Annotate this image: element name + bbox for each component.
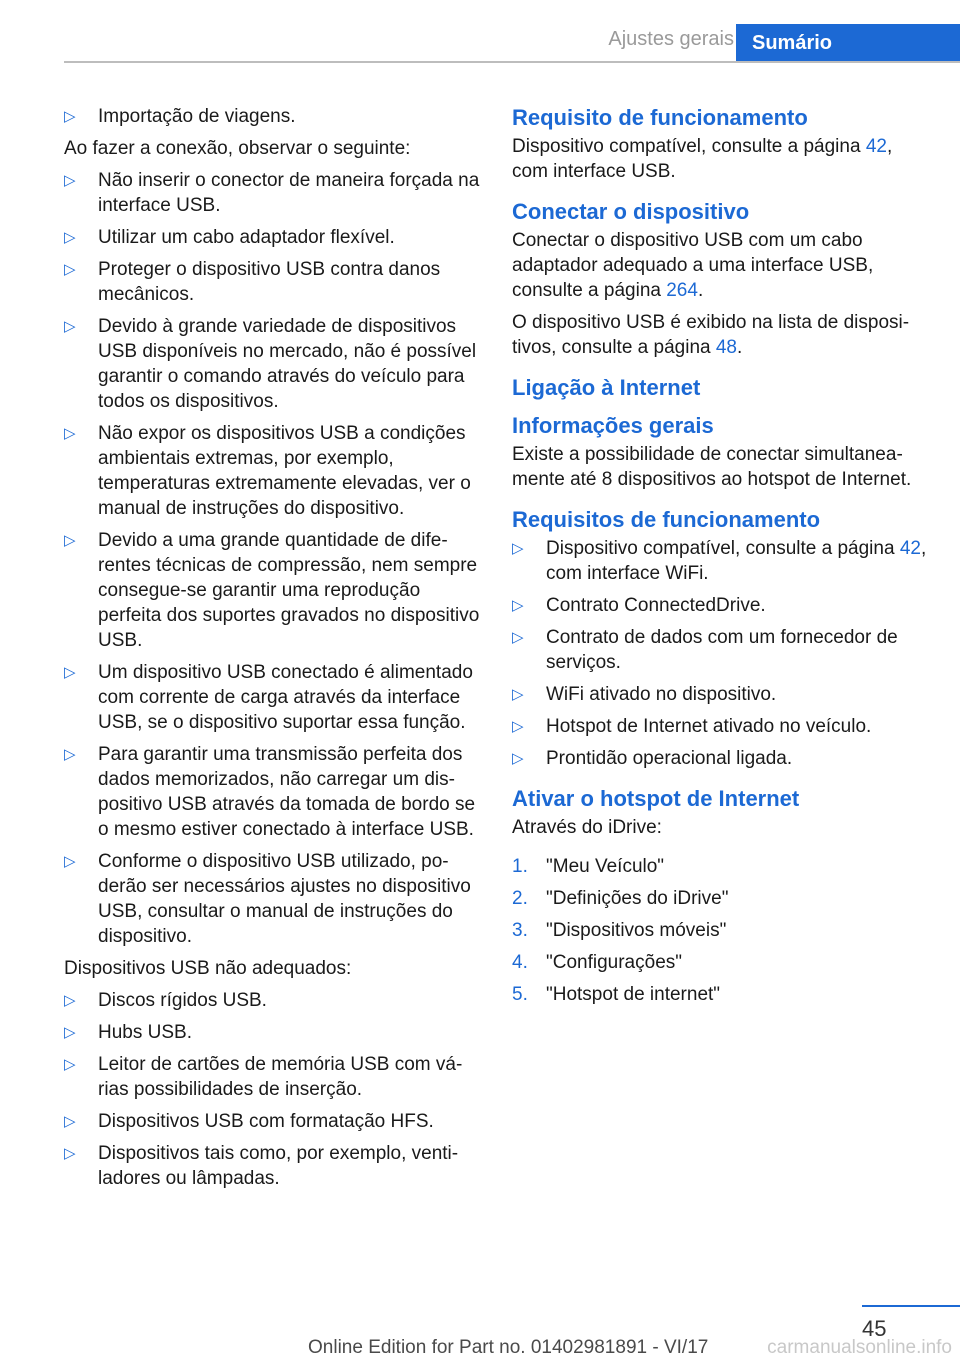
step-number: 1. (512, 856, 528, 877)
paragraph: Dispositivo compatível, consulte a página 42, com interface USB. (512, 136, 893, 182)
step-number: 4. (512, 952, 528, 973)
triangle-bullet-icon: ▷ (64, 992, 76, 1009)
paragraph: Através do iDrive: (512, 817, 662, 838)
triangle-bullet-icon: ▷ (512, 750, 524, 767)
page-link[interactable]: 42 (899, 538, 921, 559)
section-heading: Conectar o dispositivo (512, 199, 750, 224)
section-heading: Requisito de funcionamento (512, 105, 808, 130)
chapter-heading: Ligação à Internet (512, 375, 701, 400)
triangle-bullet-icon: ▷ (64, 1056, 76, 1073)
list-item: 2. "Definições do iDrive" (512, 888, 729, 909)
list-item: ▷ Leitor de cartões de memória USB com várias possibilidades de inserção. (64, 1054, 463, 1100)
edition-note: Online Edition for Part no. 01402981891 - VI/17 (308, 1337, 709, 1358)
triangle-bullet-icon: ▷ (64, 318, 76, 335)
list-item: ▷ Um dispositivo USB conectado é alimentado com corrente de carga através da interface USB, se o dispositivo suportar essa função. (64, 662, 473, 733)
section-heading: Requisitos de funcionamento (512, 507, 821, 532)
list-item: ▷ Para garantir uma transmissão perfeita dos dados memorizados, não carregar um dispositivo USB através da tomada de bordo se o mesmo estiver conectado à interface USB. (64, 744, 476, 840)
list-item: 1. "Meu Veículo" (512, 856, 665, 877)
section-heading: Ativar o hotspot de Internet (512, 786, 800, 811)
step-number: 5. (512, 984, 528, 1005)
list-item: ▷ Não expor os dispositivos USB a condições ambientais extremas, por exemplo, temperaturas extremamente elevadas, ver o manual de instruções do dispositivo. (64, 423, 471, 519)
section-heading: Informações gerais (512, 413, 714, 438)
step-number: 2. (512, 888, 528, 909)
paragraph: Existe a possibilidade de conectar simultaneamente até 8 dispositivos ao hotspot de Internet. (512, 444, 912, 490)
triangle-bullet-icon: ▷ (64, 261, 76, 278)
bullet-list (64, 104, 480, 129)
header-rule (64, 61, 960, 63)
triangle-bullet-icon: ▷ (64, 746, 76, 763)
bullet-list (512, 536, 928, 771)
triangle-bullet-icon: ▷ (64, 108, 76, 125)
triangle-bullet-icon: ▷ (64, 1113, 76, 1130)
list-item: ▷ Contrato de dados com um fornecedor de serviços. (512, 627, 898, 673)
watermark: carmanualsonline.info (767, 1337, 952, 1358)
list-item: ▷ Utilizar um cabo adaptador flexível. (64, 227, 395, 248)
triangle-bullet-icon: ▷ (64, 532, 76, 549)
triangle-bullet-icon: ▷ (64, 853, 76, 870)
left-column (64, 104, 480, 1198)
paragraph: Ao fazer a conexão, observar o seguinte: (64, 138, 411, 159)
list-item: ▷ Não inserir o conector de maneira forçada na interface USB. (64, 170, 480, 216)
list-item: ▷ Proteger o dispositivo USB contra danos mecânicos. (64, 259, 441, 305)
list-item: 5. "Hotspot de internet" (512, 984, 721, 1005)
list-item: ▷ Devido à grande variedade de dispositivos USB disponíveis no mercado, não é possível garantir o comando através do veículo para todos os dispositivos. (64, 316, 477, 412)
list-item: 3. "Dispositivos móveis" (512, 920, 727, 941)
list-item: ▷ Devido a uma grande quantidade de diferentes técnicas de compressão, nem sempre consegue-se garantir uma reprodução perfeita dos suportes gravados no dispositivo USB. (64, 530, 480, 651)
footer-rule (862, 1305, 960, 1307)
triangle-bullet-icon: ▷ (512, 718, 524, 735)
list-item: 4. "Configurações" (512, 952, 683, 973)
page-link[interactable]: 48 (715, 337, 737, 358)
list-item: ▷ Importação de viagens. (64, 106, 296, 127)
page-link[interactable]: 264 (666, 280, 698, 301)
triangle-bullet-icon: ▷ (512, 686, 524, 703)
page-header (0, 0, 960, 64)
list-item: ▷ Dispositivos USB com formatação HFS. (64, 1111, 434, 1132)
list-item: ▷ Contrato ConnectedDrive. (512, 595, 766, 616)
triangle-bullet-icon: ▷ (512, 597, 524, 614)
right-column (512, 104, 928, 1014)
list-item: ▷ WiFi ativado no dispositivo. (512, 684, 777, 705)
list-item: ▷ Discos rígidos USB. (64, 990, 267, 1011)
step-list (512, 854, 928, 1007)
list-item: ▷ Hotspot de Internet ativado no veículo. (512, 716, 872, 737)
section-tab[interactable]: Ajustes gerais (608, 28, 734, 50)
triangle-bullet-icon: ▷ (64, 172, 76, 189)
triangle-bullet-icon: ▷ (64, 664, 76, 681)
bullet-list (64, 168, 480, 949)
page-number: 45 (862, 1316, 887, 1341)
paragraph: O dispositivo USB é exibido na lista de dispositivos, consulte a página 48. (512, 312, 910, 358)
triangle-bullet-icon: ▷ (64, 1145, 76, 1162)
triangle-bullet-icon: ▷ (64, 1024, 76, 1041)
list-item: ▷ Hubs USB. (64, 1022, 192, 1043)
triangle-bullet-icon: ▷ (512, 540, 524, 557)
paragraph: Conectar o dispositivo USB com um cabo adaptador adequado a uma interface USB, consulte a página 264. (512, 230, 874, 301)
triangle-bullet-icon: ▷ (64, 229, 76, 246)
page-link[interactable]: 42 (865, 136, 887, 157)
step-number: 3. (512, 920, 528, 941)
triangle-bullet-icon: ▷ (512, 629, 524, 646)
list-item: ▷ Prontidão operacional ligada. (512, 748, 793, 769)
triangle-bullet-icon: ▷ (64, 425, 76, 442)
paragraph: Dispositivos USB não adequados: (64, 958, 352, 979)
list-item: ▷ Dispositivos tais como, por exemplo, ventiladores ou lâmpadas. (64, 1143, 459, 1189)
list-item: ▷ Dispositivo compatível, consulte a página 42, com interface WiFi. (512, 538, 927, 584)
list-item: ▷ Conforme o dispositivo USB utilizado, poderão ser necessários ajustes no dispositivo USB, consultar o manual de instruções do dispositivo. (64, 851, 471, 947)
bullet-list (64, 988, 480, 1191)
summary-tab[interactable]: Sumário (736, 24, 960, 62)
